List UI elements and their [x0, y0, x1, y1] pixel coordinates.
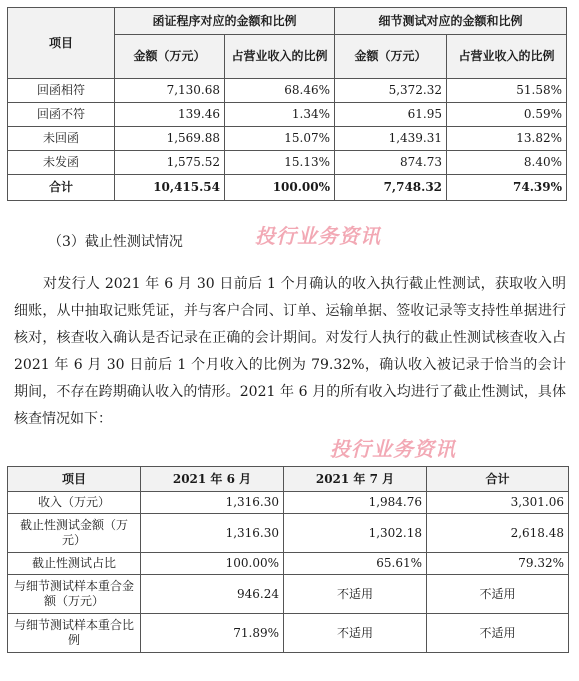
t1-header-item: 项目	[8, 8, 115, 79]
cell-value: 100.00%	[141, 553, 284, 575]
row-label: 合计	[8, 175, 115, 201]
cell-value: 不适用	[284, 614, 427, 653]
cell-ratio: 1.34%	[225, 103, 335, 127]
cell-value: 2,618.48	[427, 514, 569, 553]
cell-amount: 7,130.68	[115, 79, 225, 103]
t1-header-group-detail-test: 细节测试对应的金额和比例	[335, 8, 567, 35]
cell-amount: 10,415.54	[115, 175, 225, 201]
table-row	[8, 514, 569, 553]
cell-amount: 5,372.32	[335, 79, 447, 103]
cell-value: 79.32%	[427, 553, 569, 575]
table-row	[8, 151, 567, 175]
row-label: 回函相符	[8, 79, 115, 103]
table-row	[8, 79, 567, 103]
row-label: 与细节测试样本重合金额（万元）	[8, 575, 141, 614]
cell-value: 1,316.30	[141, 514, 284, 553]
cell-amount: 1,569.88	[115, 127, 225, 151]
cell-amount: 874.73	[335, 151, 447, 175]
cell-value: 71.89%	[141, 614, 284, 653]
section-heading: （3）截止性测试情况	[48, 234, 183, 250]
t2-header-june: 2021 年 6 月	[141, 467, 284, 492]
cell-ratio: 8.40%	[447, 151, 567, 175]
table-row	[8, 614, 569, 653]
t2-header-item: 项目	[8, 467, 141, 492]
row-label: 收入（万元）	[8, 492, 141, 514]
t1-header-ratio: 占营业收入的比例	[447, 35, 567, 79]
t1-header-ratio: 占营业收入的比例	[225, 35, 335, 79]
cell-value: 65.61%	[284, 553, 427, 575]
row-label: 截止性测试占比	[8, 553, 141, 575]
row-label: 未发函	[8, 151, 115, 175]
cell-value: 3,301.06	[427, 492, 569, 514]
cell-ratio: 15.07%	[225, 127, 335, 151]
t1-header-amount: 金额（万元）	[115, 35, 225, 79]
cell-ratio: 74.39%	[447, 175, 567, 201]
cell-value: 不适用	[427, 575, 569, 614]
cell-amount: 1,439.31	[335, 127, 447, 151]
cell-ratio: 0.59%	[447, 103, 567, 127]
cell-amount: 1,575.52	[115, 151, 225, 175]
t2-header-july: 2021 年 7 月	[284, 467, 427, 492]
t1-header-amount: 金额（万元）	[335, 35, 447, 79]
cutoff-test-table	[7, 466, 569, 653]
confirmation-table	[7, 7, 567, 201]
table-row	[8, 492, 569, 514]
cell-value: 1,316.30	[141, 492, 284, 514]
cell-ratio: 51.58%	[447, 79, 567, 103]
cell-ratio: 100.00%	[225, 175, 335, 201]
table-total-row	[8, 175, 567, 201]
cell-ratio: 15.13%	[225, 151, 335, 175]
cell-amount: 7,748.32	[335, 175, 447, 201]
cell-value: 1,302.18	[284, 514, 427, 553]
table-row	[8, 127, 567, 151]
row-label: 与细节测试样本重合比例	[8, 614, 141, 653]
cell-value: 1,984.76	[284, 492, 427, 514]
cell-ratio: 13.82%	[447, 127, 567, 151]
cell-value: 946.24	[141, 575, 284, 614]
body-paragraph: 对发行人 2021 年 6 月 30 日前后 1 个月确认的收入执行截止性测试，获取收入明细账，从中抽取记账凭证，并与客户合同、订单、运输单据、签收记录等支持性单据进行核对，核查收入确认是否记录在正确的会计期间。对发行人执行的截止性测试核查收入占 2021 年 6 月 30 日前后 1 个月收入的比例为 79.32%，确认收入被记录于恰当的会计期间，不存在跨期确认收入的情形。2021 年 6 月的所有收入均进行了截止性测试，具体核查情况如下：	[14, 276, 566, 427]
watermark: 投行业务资讯	[330, 437, 456, 461]
t2-header-total: 合计	[427, 467, 569, 492]
row-label: 未回函	[8, 127, 115, 151]
cell-amount: 61.95	[335, 103, 447, 127]
cell-ratio: 68.46%	[225, 79, 335, 103]
table-row	[8, 553, 569, 575]
watermark: 投行业务资讯	[255, 224, 381, 248]
cell-value: 不适用	[427, 614, 569, 653]
table-row	[8, 103, 567, 127]
table-row	[8, 575, 569, 614]
cell-amount: 139.46	[115, 103, 225, 127]
cell-value: 不适用	[284, 575, 427, 614]
row-label: 截止性测试金额（万元）	[8, 514, 141, 553]
row-label: 回函不符	[8, 103, 115, 127]
t1-header-group-confirmation: 函证程序对应的金额和比例	[115, 8, 335, 35]
